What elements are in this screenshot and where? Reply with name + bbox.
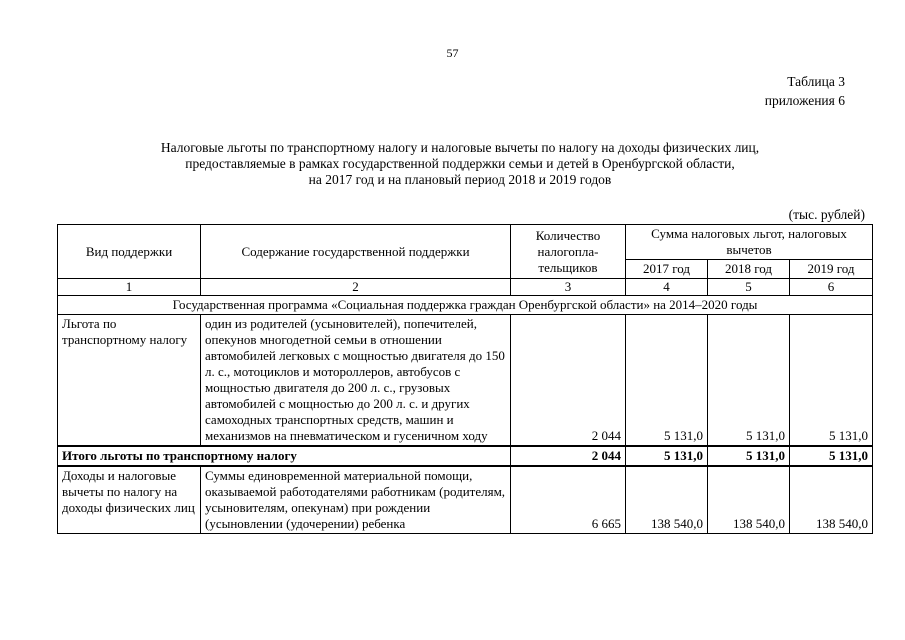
amount-2018-cell: 5 131,0	[708, 315, 790, 447]
total-2017: 5 131,0	[626, 446, 708, 466]
table-row	[58, 315, 873, 447]
support-content-cell: Суммы единовременной материальной помощи, оказываемой работодателями работникам (родителям, усыновителям, опекунам) при рождении (усыновлении (удочерении) ребенка	[201, 466, 511, 534]
amount-2019-cell: 5 131,0	[790, 315, 873, 447]
total-count: 2 044	[511, 446, 626, 466]
taxpayer-count-cell: 2 044	[511, 315, 626, 447]
header-row	[58, 225, 873, 260]
support-type-cell: Льгота по транспортному налогу	[58, 315, 201, 447]
header-amount-group: Сумма налоговых льгот, налоговых вычетов	[626, 225, 873, 260]
support-content-cell: один из родителей (усыновителей), попечителей, опекунов многодетной семьи в отношении автомобилей легковых с мощностью двигателя до 150 л. с., мотоциклов и мотороллеров, автобусов с мощностью двигателя до 200 л. с., грузовых автомобилей с мощностью до 200 л. с. и других самоходных транспортных средств, машин и механизмов на пневматическом и гусеничном ходу	[201, 315, 511, 447]
total-row	[58, 446, 873, 466]
header-year-2017: 2017 год	[626, 260, 708, 279]
table-reference	[765, 72, 845, 110]
amount-2017-cell: 5 131,0	[626, 315, 708, 447]
column-number: 3	[511, 279, 626, 296]
program-title: Государственная программа «Социальная поддержка граждан Оренбургской области» на 2014–2020 годы	[58, 296, 873, 315]
total-2019: 5 131,0	[790, 446, 873, 466]
column-number: 5	[708, 279, 790, 296]
program-row	[58, 296, 873, 315]
document-title	[80, 140, 840, 188]
table-reference-line2: приложения 6	[764, 93, 845, 108]
total-label: Итого льготы по транспортному налогу	[58, 446, 511, 466]
column-number: 4	[626, 279, 708, 296]
page-number: 57	[446, 46, 459, 60]
title-line3: на 2017 год и на плановый период 2018 и 2019 годов	[308, 172, 612, 187]
header-year-2018: 2018 год	[708, 260, 790, 279]
header-year-2019: 2019 год	[790, 260, 873, 279]
header-taxpayer-count: Количество налогопла-тельщиков	[511, 225, 626, 279]
units-label: (тыс. рублей)	[788, 207, 865, 222]
table-row	[58, 466, 873, 534]
benefits-table	[57, 224, 873, 534]
column-number: 1	[58, 279, 201, 296]
header-support-content: Содержание государственной поддержки	[201, 225, 511, 279]
amount-2018-cell: 138 540,0	[708, 466, 790, 534]
title-line2: предоставляемые в рамках государственной поддержки семьи и детей в Оренбургской области,	[185, 156, 735, 171]
total-2018: 5 131,0	[708, 446, 790, 466]
taxpayer-count-cell: 6 665	[511, 466, 626, 534]
column-numbers-row	[58, 279, 873, 296]
amount-2017-cell: 138 540,0	[626, 466, 708, 534]
table-reference-line1: Таблица 3	[787, 74, 845, 89]
support-type-cell: Доходы и налоговые вычеты по налогу на доходы физических лиц	[58, 466, 201, 534]
header-support-type: Вид поддержки	[58, 225, 201, 279]
column-number: 6	[790, 279, 873, 296]
column-number: 2	[201, 279, 511, 296]
title-line1: Налоговые льготы по транспортному налогу и налоговые вычеты по налогу на доходы физических лиц,	[160, 140, 760, 155]
amount-2019-cell: 138 540,0	[790, 466, 873, 534]
